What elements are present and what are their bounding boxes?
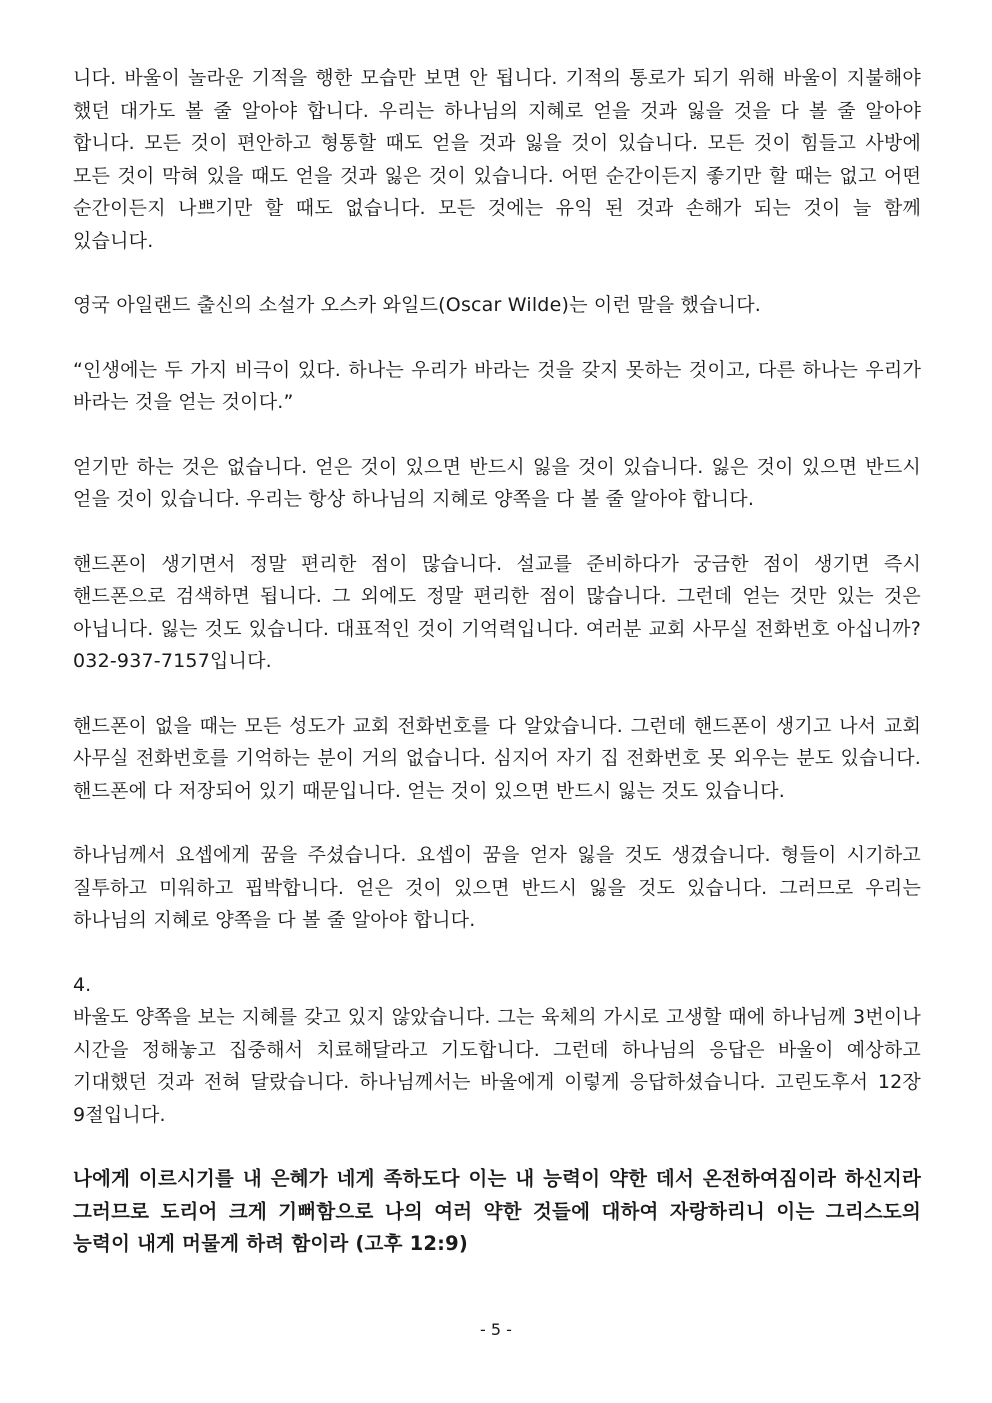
paragraph-phone-convenience: 핸드폰이 생기면서 정말 편리한 점이 많습니다. 설교를 준비하다가 궁금한 점이 생기면 즉시 핸드폰으로 검색하면 됩니다. 그 외에도 정말 편리한 점이 많습니다. 그런데 얻는 것만 있는 것은 아닙니다. 잃는 것도 있습니다. 대표적인 것이 기억력입니다. 여러분 교회 사무실 전화번호 아십니까? 032-937-7157입니다.: [73, 552, 921, 672]
paragraph-paul-thorn: 바울도 양쪽을 보는 지혜를 갖고 있지 않았습니다. 그는 육체의 가시로 고생할 때에 하나님께 3번이나 시간을 정해놓고 집중해서 치료해달라고 기도합니다. 그런데 하나님의 응답은 바울이 예상하고 기대했던 것과 전혀 달랐습니다. 하나님께서는 바울에게 이렇게 응답하셨습니다. 고린도후서 12장 9절입니다.: [73, 1006, 921, 1126]
section-number: 4.: [73, 973, 92, 996]
paragraph-paul-cost: 니다. 바울이 놀라운 기적을 행한 모습만 보면 안 됩니다. 기적의 통로가 되기 위해 바울이 지불해야 했던 대가도 볼 줄 알아야 합니다. 우리는 하나님의 지혜로 얻을 것과 잃을 것을 다 볼 줄 알아야 합니다. 모든 것이 편안하고 형통할 때도 얻을 것과 잃을 것이 있습니다. 모든 것이 힘들고 사방에 모든 것이 막혀 있을 때도 얻을 것과 잃은 것이 있습니다. 어떤 순간이든지 좋기만 할 때는 없고 어떤 순간이든지 나쁘기만 할 때도 없습니다. 모든 것에는 유익 된 것과 손해가 되는 것이 늘 함께 있습니다.: [73, 67, 921, 252]
paragraph-joseph-dream: 하나님께서 요셉에게 꿈을 주셨습니다. 요셉이 꿈을 얻자 잃을 것도 생겼습니다. 형들이 시기하고 질투하고 미워하고 핍박합니다. 얻은 것이 있으면 반드시 잃을 것도 있습니다. 그러므로 우리는 하나님의 지혜로 양쪽을 다 볼 줄 알아야 합니다.: [73, 844, 921, 931]
page-number: - 5 -: [480, 1320, 512, 1339]
paragraph-phone-memory: 핸드폰이 없을 때는 모든 성도가 교회 전화번호를 다 알았습니다. 그런데 핸드폰이 생기고 나서 교회 사무실 전화번호를 기억하는 분이 거의 없습니다. 심지어 자기 집 전화번호 못 외우는 분도 있습니다. 핸드폰에 다 저장되어 있기 때문입니다. 얻는 것이 있으면 반드시 잃는 것도 있습니다.: [73, 714, 921, 802]
paragraph-gain-loss: 얻기만 하는 것은 없습니다. 얻은 것이 있으면 반드시 잃을 것이 있습니다. 잃은 것이 있으면 반드시 얻을 것이 있습니다. 우리는 항상 하나님의 지혜로 양쪽을 다 볼 줄 알아야 합니다.: [73, 455, 921, 510]
scripture-quote: 나에게 이르시기를 내 은혜가 네게 족하도다 이는 내 능력이 약한 데서 온전하여짐이라 하신지라 그러므로 도리어 크게 기뻐함으로 나의 여러 약한 것들에 대하여 자랑하리니 이는 그리스도의 능력이 내게 머물게 하려 함이라 (고후 12:9): [73, 1167, 921, 1255]
paragraph-wilde-quote: “인생에는 두 가지 비극이 있다. 하나는 우리가 바라는 것을 갖지 못하는 것이고, 다른 하나는 우리가 바라는 것을 얻는 것이다.”: [73, 358, 921, 413]
paragraph-oscar-wilde-intro: 영국 아일랜드 출신의 소설가 오스카 와일드(Oscar Wilde)는 이런 말을 했습니다.: [73, 294, 762, 316]
page-body: [73, 62, 921, 1261]
